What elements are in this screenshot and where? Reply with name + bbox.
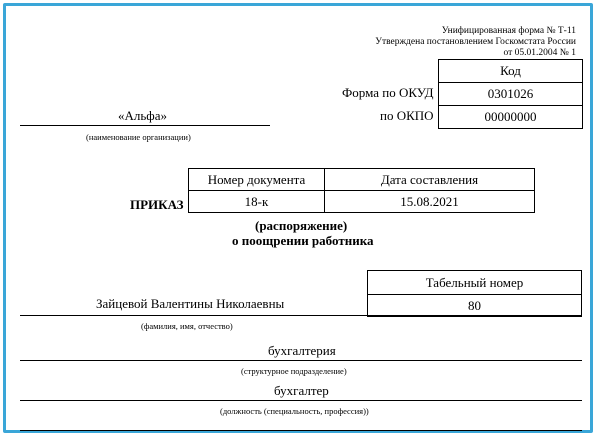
tab-number-header: Табельный номер [368, 271, 582, 295]
employee-name-underline [20, 315, 582, 316]
form-header-line1: Унифицированная форма № Т-11 [441, 26, 576, 36]
order-table [188, 168, 535, 213]
department-name: бухгалтерия [268, 343, 336, 358]
department-underline [20, 360, 582, 361]
position-name: бухгалтер [274, 383, 329, 398]
organization-name: «Альфа» [118, 108, 167, 123]
department-caption: (структурное подразделение) [241, 366, 347, 376]
employee-name-caption: (фамилия, имя, отчество) [141, 321, 233, 331]
organization-caption: (наименование организации) [86, 132, 191, 142]
document-subtitle: (распоряжение) [255, 218, 348, 233]
okpo-value: 00000000 [439, 106, 583, 129]
codes-table [438, 59, 583, 129]
organization-underline [20, 125, 270, 126]
codes-title: Код [439, 60, 583, 83]
form-header-line2: Утверждена постановлением Госкомстата России [375, 37, 576, 47]
document-subject: о поощрении работника [232, 233, 374, 248]
tab-number-value: 80 [368, 295, 582, 317]
order-number: 18-к [189, 191, 325, 213]
okud-label: Форма по ОКУД [342, 85, 434, 100]
position-underline [20, 400, 582, 401]
date-header: Дата составления [325, 169, 535, 191]
bottom-underline [20, 430, 582, 431]
order-date: 15.08.2021 [325, 191, 535, 213]
okud-value: 0301026 [439, 83, 583, 106]
okpo-label: по ОКПО [380, 108, 434, 123]
number-header: Номер документа [189, 169, 325, 191]
position-caption: (должность (специальность, профессия)) [220, 406, 369, 416]
tab-number-table [367, 270, 582, 317]
employee-name: Зайцевой Валентины Николаевны [96, 296, 285, 311]
form-header-line3: от 05.01.2004 № 1 [503, 48, 576, 58]
document-title: ПРИКАЗ [130, 197, 184, 212]
